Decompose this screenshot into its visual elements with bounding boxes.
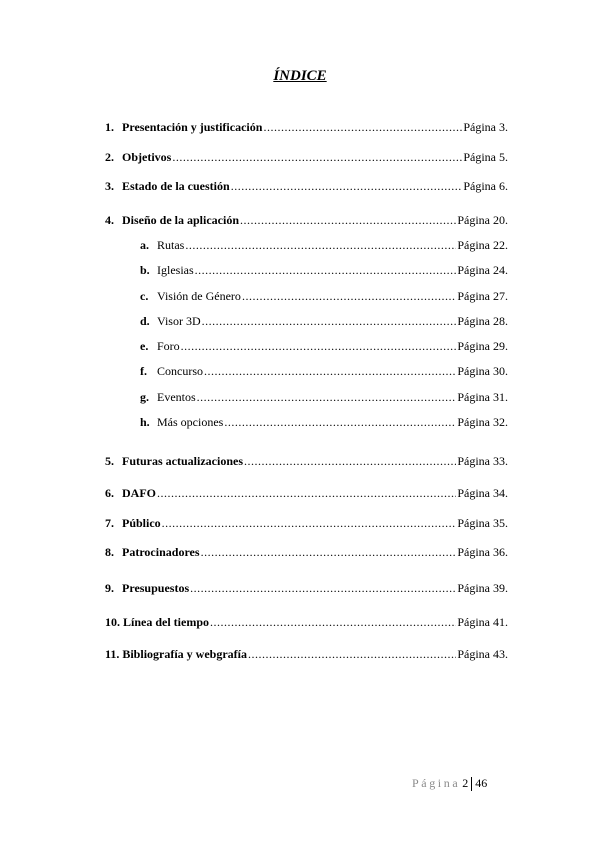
toc-entry-page: Página 43. [457,647,508,661]
toc-entry[interactable] [105,485,508,501]
toc-entry-number: 2. [105,150,114,164]
toc-entry[interactable] [105,178,508,194]
dot-leader [231,178,463,194]
toc-subentry-letter: e. [140,339,149,353]
toc-entry-page: Página 35. [457,516,508,530]
footer-divider [471,777,472,791]
toc-entry-page: Página 3. [463,120,508,134]
dot-leader [224,414,456,430]
toc-entry-label: Presupuestos [122,581,190,595]
toc-entry-page: Página 5. [463,150,508,164]
toc-subentry-page: Página 31. [457,390,508,404]
toc-entry[interactable] [105,646,508,662]
toc-subentry[interactable] [140,262,508,278]
toc-entry-number: 5. [105,454,114,468]
toc-subentry-page: Página 22. [457,238,508,252]
toc-entry-number: 9. [105,581,114,595]
toc-entry-number: 10. [105,615,120,629]
toc-entry-page: Página 6. [463,179,508,193]
dot-leader [195,262,457,278]
toc-subentry[interactable] [140,414,508,430]
toc-entry[interactable] [105,544,508,560]
toc-entry-number: 11. [105,647,120,661]
toc-entry[interactable] [105,212,508,228]
toc-subentry-letter: a. [140,238,149,252]
dot-leader [240,212,456,228]
dot-leader [197,389,457,405]
toc-entry-number: 8. [105,545,114,559]
toc-entry[interactable] [105,149,508,165]
toc-entry-number: 4. [105,213,114,227]
footer-page-number: 2 [462,776,469,790]
toc-entry-page: Página 20. [457,213,508,227]
toc-subentry[interactable] [140,288,508,304]
dot-leader [201,544,457,560]
toc-subentry[interactable] [140,389,508,405]
toc-entry-label: Patrocinadores [122,545,200,559]
toc-subentry[interactable] [140,237,508,253]
dot-leader [185,237,456,253]
dot-leader [181,338,457,354]
page-title: ÍNDICE [273,68,327,84]
toc-entry[interactable] [105,119,508,135]
dot-leader [210,614,456,630]
toc-subentry-page: Página 24. [457,263,508,277]
toc-entry-label: Estado de la cuestión [122,179,230,193]
toc-entry-number: 3. [105,179,114,193]
toc-entry-page: Página 36. [457,545,508,559]
toc-subentry-letter: b. [140,263,150,277]
dot-leader [202,313,457,329]
dot-leader [263,119,462,135]
toc-subentry-letter: g. [140,390,149,404]
footer-page-word: Página [412,776,461,790]
toc-entry-page: Página 34. [457,486,508,500]
dot-leader [248,646,456,662]
toc-subentry-label: Visión de Género [157,289,241,303]
toc-entry[interactable] [105,614,508,630]
toc-entry-label: Presentación y justificación [122,120,263,134]
toc-subentry-page: Página 29. [457,339,508,353]
dot-leader [157,485,456,501]
dot-leader [204,363,456,379]
toc-subentry-label: Rutas [157,238,185,252]
toc-subentry-letter: c. [140,289,149,303]
toc-entry[interactable] [105,453,508,469]
toc-entry[interactable] [105,580,508,596]
dot-leader [162,515,457,531]
dot-leader [172,149,462,165]
toc-entry-page: Página 41. [457,615,508,629]
toc-subentry-page: Página 30. [457,364,508,378]
toc-subentry-label: Eventos [157,390,196,404]
toc-subentry-page: Página 28. [457,314,508,328]
toc-entry-number: 1. [105,120,114,134]
toc-entry-label: Diseño de la aplicación [122,213,240,227]
page-footer [412,776,487,791]
toc-subentry[interactable] [140,338,508,354]
toc-entry-label: DAFO [122,486,156,500]
toc-subentry-label: Foro [157,339,180,353]
toc-subentry[interactable] [140,363,508,379]
toc-subentry-page: Página 27. [457,289,508,303]
toc-subentry-page: Página 32. [457,415,508,429]
toc-entry-page: Página 39. [457,581,508,595]
toc-entry-label: Línea del tiempo [123,615,209,629]
toc-entry-label: Objetivos [122,150,172,164]
toc-subentry-label: Visor 3D [157,314,201,328]
toc-entry-number: 7. [105,516,114,530]
toc-subentry-letter: h. [140,415,150,429]
toc-entry-label: Futuras actualizaciones [122,454,243,468]
toc-subentry[interactable] [140,313,508,329]
toc-subentry-label: Iglesias [157,263,194,277]
toc-subentry-label: Más opciones [157,415,224,429]
dot-leader [190,580,456,596]
toc-entry-label: Público [122,516,161,530]
toc-subentry-letter: f. [140,364,147,378]
toc-entry-label: Bibliografía y webgrafía [122,647,248,661]
toc-subentry-letter: d. [140,314,150,328]
footer-total-pages: 46 [475,776,488,790]
toc-subentry-label: Concurso [157,364,203,378]
toc-entry-number: 6. [105,486,114,500]
dot-leader [244,453,456,469]
toc-entry-page: Página 33. [457,454,508,468]
toc-entry[interactable] [105,515,508,531]
dot-leader [242,288,456,304]
